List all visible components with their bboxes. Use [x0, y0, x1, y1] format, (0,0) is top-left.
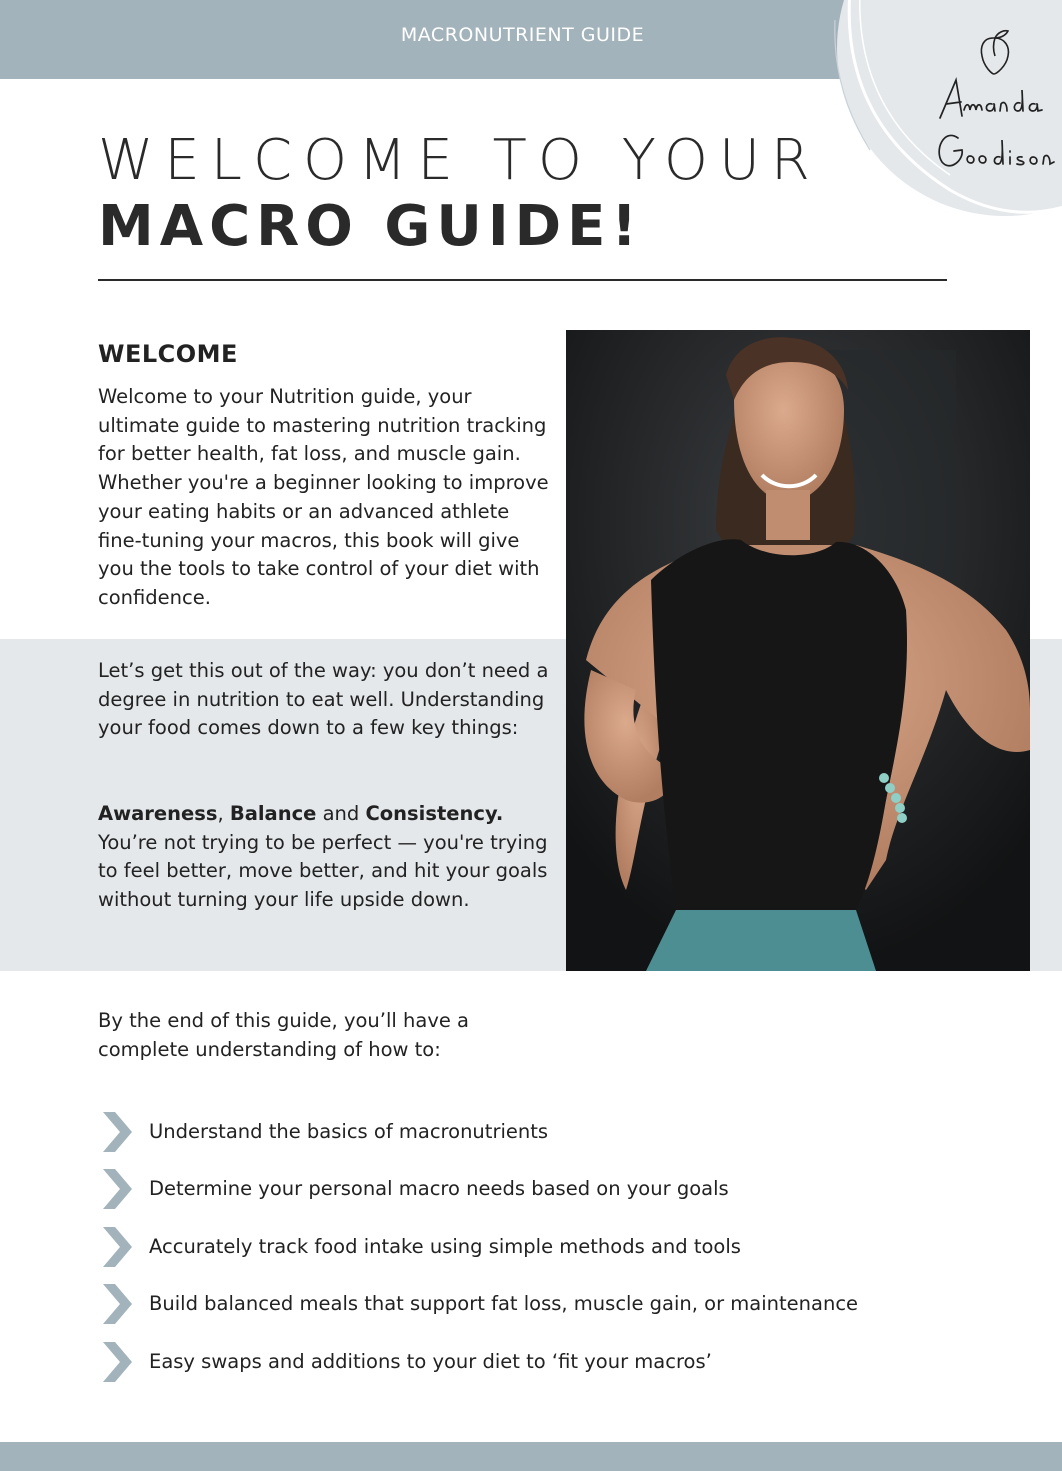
key-things-paragraph: [98, 800, 553, 915]
list-item-text: Understand the basics of macronutrients: [149, 1120, 549, 1143]
chevron-right-icon: [100, 1340, 134, 1384]
welcome-paragraph: Welcome to your Nutrition guide, your ultimate guide to mastering nutrition tracking for better health, fat loss, and muscle gain. Whether you're a beginner looking to improve your eating habits or an advanced athlete fine-tuning your macros, this book will give you the tools to take control of your diet with confidence.: [98, 385, 549, 609]
page-title-line2: MACRO GUIDE!: [98, 194, 643, 259]
brand-logo: [830, 0, 1062, 222]
title-divider: [98, 279, 947, 281]
header-label: MACRONUTRIENT GUIDE: [400, 24, 645, 46]
chevron-right-icon: [100, 1225, 134, 1269]
chevron-right-icon: [100, 1282, 134, 1326]
term-balance: Balance: [229, 802, 317, 825]
term-separator-2: and: [316, 802, 366, 825]
term-awareness: Awareness: [98, 802, 218, 825]
key-things-rest: You’re not trying to be perfect — you're trying to feel better, move better, and hit your goals without turning your life upside down.: [98, 830, 548, 912]
list-item-text: Accurately track food intake using simple methods and tools: [149, 1234, 741, 1258]
chevron-right-icon: [100, 1110, 134, 1154]
term-consistency: Consistency.: [365, 802, 504, 825]
list-item-text: Determine your personal macro needs based on your goals: [149, 1177, 729, 1201]
welcome-heading: WELCOME: [98, 340, 238, 368]
outcomes-intro: By the end of this guide, you’ll have a complete understanding of how to:: [98, 1009, 470, 1061]
footer-band: [0, 1442, 1062, 1471]
logo-circle: [830, 0, 1062, 222]
list-item-text: Build balanced meals that support fat loss, muscle gain, or maintenance: [149, 1292, 859, 1316]
callout-paragraph: Let’s get this out of the way: you don’t need a degree in nutrition to eat well. Understanding your food comes down to a few key things:: [98, 659, 549, 740]
term-separator-1: ,: [217, 802, 230, 825]
portrait-photo: [566, 330, 1030, 971]
list-item-text: Easy swaps and additions to your diet to ‘fit your macros’: [149, 1349, 712, 1373]
page-title-line1: WELCOME TO YOUR: [98, 128, 821, 193]
chevron-right-icon: [100, 1167, 134, 1211]
